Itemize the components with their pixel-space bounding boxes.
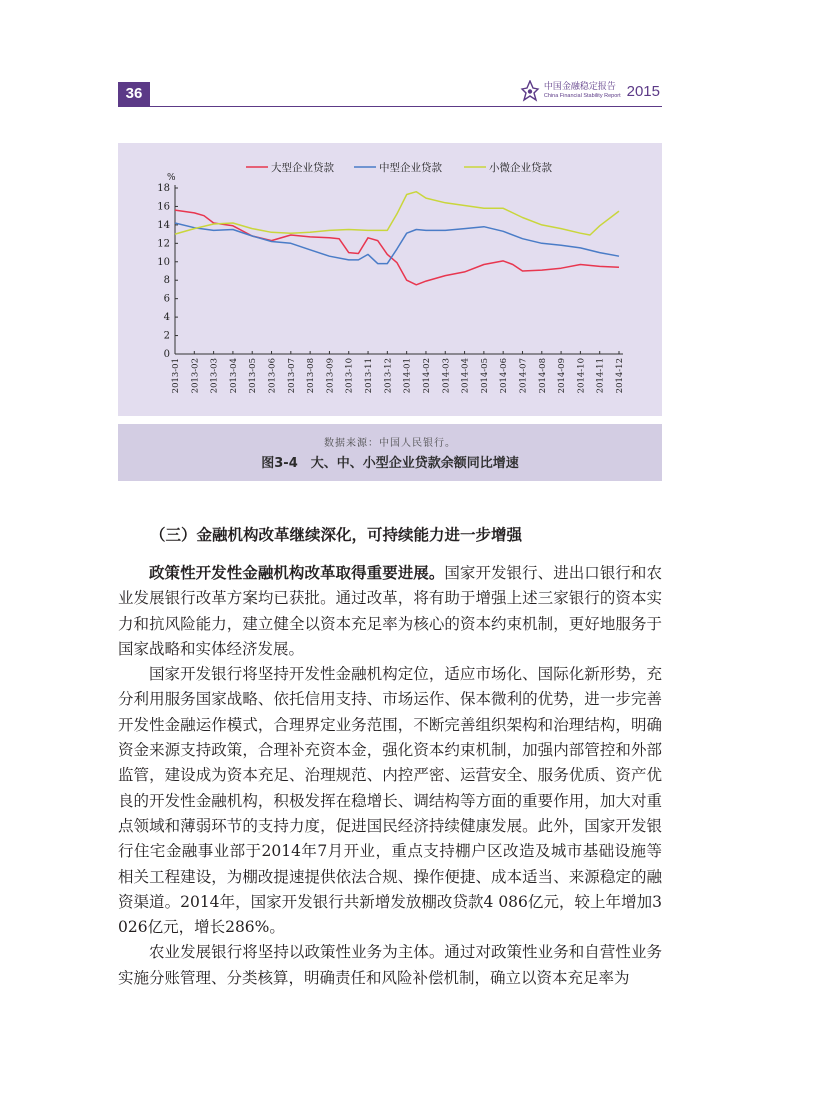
paragraph-lead: 政策性开发性金融机构改革取得重要进展。	[149, 564, 445, 582]
report-title-en: China Financial Stability Report	[543, 92, 621, 99]
y-axis-unit: %	[167, 173, 176, 183]
report-title-cn: 中国金融稳定报告	[543, 81, 616, 92]
figure-caption-panel	[118, 424, 662, 481]
y-tick-label: 18	[157, 183, 170, 194]
x-tick-label: 2014-03	[441, 358, 452, 394]
figure-title: 图3-4 大、中、小型企业贷款余额同比增速	[261, 456, 519, 471]
x-tick-label: 2013-03	[209, 358, 220, 394]
x-tick-label: 2014-07	[518, 358, 529, 394]
pbc-logo-icon	[520, 80, 540, 102]
x-tick-label: 2013-10	[344, 358, 355, 394]
chart-plot-area	[175, 192, 619, 285]
chart-panel	[118, 143, 662, 416]
y-tick-label: 0	[163, 349, 170, 360]
paragraph-text: 农业发展银行将坚持以政策性业务为主体。通过对政策性业务和自营性业务实施分账管理、分类核算，明确责任和风险补偿机制，确立以资本充足率为	[118, 943, 662, 987]
series-line-3	[175, 192, 619, 235]
paragraph-text: 国家开发银行将坚持开发性金融机构定位，适应市场化、国际化新形势，充分利用服务国家战略、依托信用支持、市场运作、保本微利的优势，进一步完善开发性金融运作模式，合理界定业务范围，不断完善组织架构和治理结构，明确资金来源支持政策，合理补充资本金，强化资本约束机制，加强内部管控和外部监管，建设成为资本充足、治理规范、内控严密、运营安全、服务优质、资产优良的开发性金融机构，积极发挥在稳增长、调结构等方面的重要作用，加大对重点领域和薄弱环节的支持力度，促进国民经济持续健康发展。此外，国家开发银行住宅金融事业部于2014年7月开业，重点支持棚户区改造及城市基础设施等相关工程建设，为棚改提速提供依法合规、操作便捷、成本适当、来源稳定的融资渠道。2014年，国家开发银行共新增发放棚改贷款4 086亿元，较上年增加3 026亿元，增长286%。	[118, 665, 662, 937]
x-tick-label: 2013-09	[325, 358, 336, 394]
x-tick-label: 2013-12	[383, 358, 394, 394]
x-tick-label: 2014-10	[576, 358, 587, 394]
x-tick-label: 2013-01	[171, 358, 181, 394]
body-text	[118, 561, 662, 991]
x-tick-label: 2014-09	[557, 358, 568, 394]
legend-label-2: 中型企业贷款	[379, 162, 442, 174]
x-tick-label: 2013-08	[306, 358, 317, 394]
paragraph-text: 国家开发银行、进出口银行和农业发展银行改革方案均已获批。通过改革，将有助于增强上述三家银行的资本实力和抗风险能力，建立健全以资本充足率为核心的资本约束机制，更好地服务于国家战略和实体经济发展。	[118, 564, 662, 658]
y-tick-label: 12	[157, 238, 170, 250]
y-tick-label: 14	[157, 219, 170, 231]
x-tick-label: 2013-02	[190, 358, 201, 394]
x-tick-label: 2013-07	[286, 358, 297, 394]
chart-axes	[157, 173, 625, 393]
chart-legend	[246, 161, 552, 174]
legend-label-3: 小微企业贷款	[489, 162, 552, 174]
paragraph-2	[118, 662, 662, 940]
page-number: 36	[118, 82, 150, 106]
x-tick-label: 2014-08	[537, 358, 548, 394]
x-tick-label: 2014-01	[402, 358, 413, 394]
x-tick-label: 2014-02	[421, 358, 432, 394]
y-tick-label: 10	[157, 256, 170, 268]
loan-growth-chart	[118, 143, 662, 416]
x-tick-label: 2013-04	[228, 358, 239, 394]
y-tick-label: 6	[163, 293, 170, 305]
x-tick-label: 2013-06	[267, 358, 278, 394]
y-tick-label: 2	[163, 330, 170, 342]
header-rule	[118, 106, 662, 107]
x-tick-label: 2014-05	[479, 358, 490, 394]
x-tick-label: 2014-12	[615, 358, 625, 394]
report-brand	[520, 80, 660, 102]
series-line-2	[175, 223, 619, 264]
legend-label-1: 大型企业贷款	[271, 162, 334, 174]
section-title: （三）金融机构改革继续深化，可持续能力进一步增强	[150, 526, 523, 544]
x-tick-label: 2014-04	[460, 358, 471, 394]
x-tick-label: 2013-11	[364, 358, 375, 394]
y-tick-label: 4	[163, 312, 170, 324]
series-line-1	[175, 210, 619, 285]
report-year: 2015	[626, 82, 660, 100]
x-tick-label: 2013-05	[248, 358, 259, 394]
x-tick-label: 2014-06	[499, 358, 510, 394]
figure-source: 数据来源：中国人民银行。	[324, 438, 456, 449]
x-tick-label: 2014-11	[595, 358, 606, 394]
y-tick-label: 16	[157, 201, 170, 213]
paragraph-3	[118, 940, 662, 991]
y-tick-label: 8	[163, 275, 170, 287]
paragraph-1	[118, 561, 662, 662]
